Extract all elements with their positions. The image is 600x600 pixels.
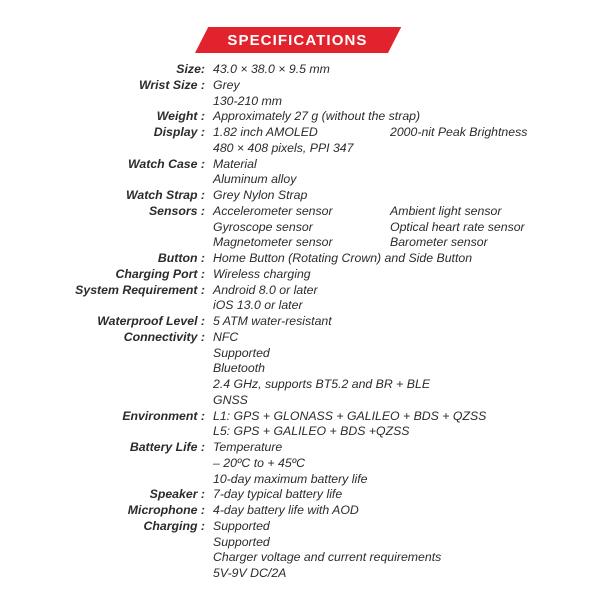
spec-value-line: [213, 298, 600, 314]
spec-values: [213, 409, 600, 441]
spec-values: [213, 78, 600, 110]
spec-value: Accelerometer sensor: [213, 203, 333, 218]
spec-row: [0, 125, 600, 157]
spec-values: [213, 204, 600, 251]
spec-value-line: [213, 377, 600, 393]
spec-label: Wrist Size :: [138, 77, 205, 92]
spec-value-line: [213, 424, 600, 440]
spec-label: Microphone :: [127, 503, 205, 517]
spec-row: [0, 440, 600, 487]
spec-value: 480 × 408 pixels, PPI 347: [213, 140, 354, 155]
spec-values: [213, 440, 600, 487]
spec-values: [213, 314, 600, 330]
spec-value: Supported: [213, 518, 270, 533]
spec-value-line: [213, 172, 600, 188]
spec-row: [0, 204, 600, 251]
spec-value-line: [213, 519, 600, 535]
spec-value-line: [213, 314, 600, 330]
spec-value-secondary: Optical heart rate sensor: [390, 219, 525, 234]
spec-value-secondary: Ambient light sensor: [390, 203, 502, 218]
spec-value-line: [213, 62, 600, 78]
spec-value: 43.0 × 38.0 × 9.5 mm: [213, 62, 330, 76]
spec-row: [0, 251, 600, 267]
spec-label: Battery Life :: [129, 440, 205, 454]
spec-value-line: [213, 94, 600, 110]
spec-value: Grey Nylon Strap: [213, 188, 308, 202]
spec-value: Approximately 27 g (without the strap): [213, 109, 421, 124]
spec-label: Charging Port :: [115, 266, 205, 281]
spec-value-line: [213, 109, 600, 125]
spec-value: L1: GPS + GLONASS + GALILEO + BDS + QZSS: [213, 408, 487, 423]
spec-value: 5 ATM water-resistant: [213, 314, 332, 328]
spec-label: System Requirement :: [75, 282, 205, 297]
spec-value-line: [213, 220, 600, 236]
specifications-title: SPECIFICATIONS: [228, 31, 369, 49]
spec-value-line: [213, 78, 600, 94]
spec-value: Gyroscope sensor: [213, 219, 313, 234]
spec-value-line: [213, 440, 600, 456]
spec-label: Waterproof Level :: [97, 314, 205, 328]
spec-label: Sensors :: [148, 203, 205, 218]
spec-value-line: [213, 346, 600, 362]
spec-value: Material: [213, 156, 257, 171]
spec-values: [213, 62, 600, 78]
spec-value-line: [213, 235, 600, 251]
spec-value-secondary: Barometer sensor: [390, 235, 488, 250]
spec-label: Environment :: [122, 408, 205, 423]
spec-value: – 20ºC to + 45ºC: [213, 455, 306, 470]
spec-value-line: [213, 188, 600, 204]
spec-row: [0, 314, 600, 330]
spec-values: [213, 519, 600, 582]
spec-value-line: [213, 456, 600, 472]
spec-value: Bluetooth: [213, 361, 265, 376]
spec-value: NFC: [213, 329, 239, 344]
spec-value-line: [213, 503, 600, 519]
spec-label: Watch Case :: [128, 156, 205, 171]
spec-values: [213, 125, 600, 157]
spec-value-secondary: 2000-nit Peak Brightness: [390, 125, 528, 139]
spec-row: [0, 409, 600, 441]
spec-value-line: [213, 409, 600, 425]
spec-label: Speaker :: [149, 487, 205, 502]
spec-values: [213, 503, 600, 519]
spec-value-line: [213, 141, 600, 157]
spec-values: [213, 330, 600, 409]
spec-value: 1.82 inch AMOLED: [213, 125, 318, 139]
spec-value-line: [213, 550, 600, 566]
spec-value: L5: GPS + GALILEO + BDS +QZSS: [213, 424, 410, 439]
spec-value: Grey: [213, 77, 240, 92]
spec-values: [213, 157, 600, 189]
spec-value-line: [213, 361, 600, 377]
spec-label: Button :: [157, 251, 205, 265]
spec-value: 2.4 GHz, supports BT5.2 and BR + BLE: [213, 377, 431, 391]
spec-value: 5V-9V DC/2A: [213, 566, 287, 580]
spec-row: [0, 503, 600, 519]
spec-value: 10-day maximum battery life: [213, 471, 368, 486]
spec-value: Aluminum alloy: [213, 172, 297, 187]
spec-value-line: [213, 251, 600, 267]
spec-row: [0, 283, 600, 315]
spec-value: Temperature: [213, 440, 283, 454]
spec-values: [213, 283, 600, 315]
spec-value-line: [213, 393, 600, 409]
spec-value: Wireless charging: [213, 266, 311, 281]
spec-value: 7-day typical battery life: [213, 487, 343, 502]
spec-label: Charging :: [143, 518, 205, 533]
spec-value-line: [213, 125, 600, 141]
spec-values: [213, 487, 600, 503]
spec-value: GNSS: [213, 392, 248, 407]
spec-value: Supported: [213, 345, 270, 360]
spec-value-line: [213, 283, 600, 299]
spec-row: [0, 78, 600, 110]
spec-value-line: [213, 535, 600, 551]
spec-value: Android 8.0 or later: [213, 282, 318, 297]
spec-values: [213, 109, 600, 125]
spec-row: [0, 188, 600, 204]
spec-label: Connectivity :: [123, 329, 205, 344]
spec-value-line: [213, 566, 600, 582]
spec-value: 130-210 mm: [213, 93, 283, 108]
spec-value: Supported: [213, 534, 270, 549]
spec-list: [0, 62, 600, 582]
spec-value: Magnetometer sensor: [213, 235, 333, 250]
spec-label: Size:: [176, 62, 205, 76]
spec-value-line: [213, 487, 600, 503]
spec-values: [213, 267, 600, 283]
spec-value-line: [213, 472, 600, 488]
spec-row: [0, 267, 600, 283]
spec-label: Weight :: [156, 109, 205, 124]
spec-value: Charger voltage and current requirements: [213, 550, 442, 565]
spec-value-line: [213, 330, 600, 346]
spec-value-line: [213, 204, 600, 220]
spec-values: [213, 188, 600, 204]
spec-row: [0, 109, 600, 125]
specifications-banner: [195, 27, 401, 53]
spec-row: [0, 62, 600, 78]
spec-row: [0, 330, 600, 409]
spec-value-line: [213, 267, 600, 283]
spec-value-line: [213, 157, 600, 173]
spec-values: [213, 251, 600, 267]
spec-label: Watch Strap :: [125, 188, 205, 202]
spec-label: Display :: [153, 125, 205, 139]
spec-row: [0, 519, 600, 582]
spec-row: [0, 487, 600, 503]
spec-value: 4-day battery life with AOD: [213, 503, 359, 517]
spec-value: Home Button (Rotating Crown) and Side Button: [213, 251, 473, 265]
spec-row: [0, 157, 600, 189]
spec-value: iOS 13.0 or later: [213, 298, 303, 313]
